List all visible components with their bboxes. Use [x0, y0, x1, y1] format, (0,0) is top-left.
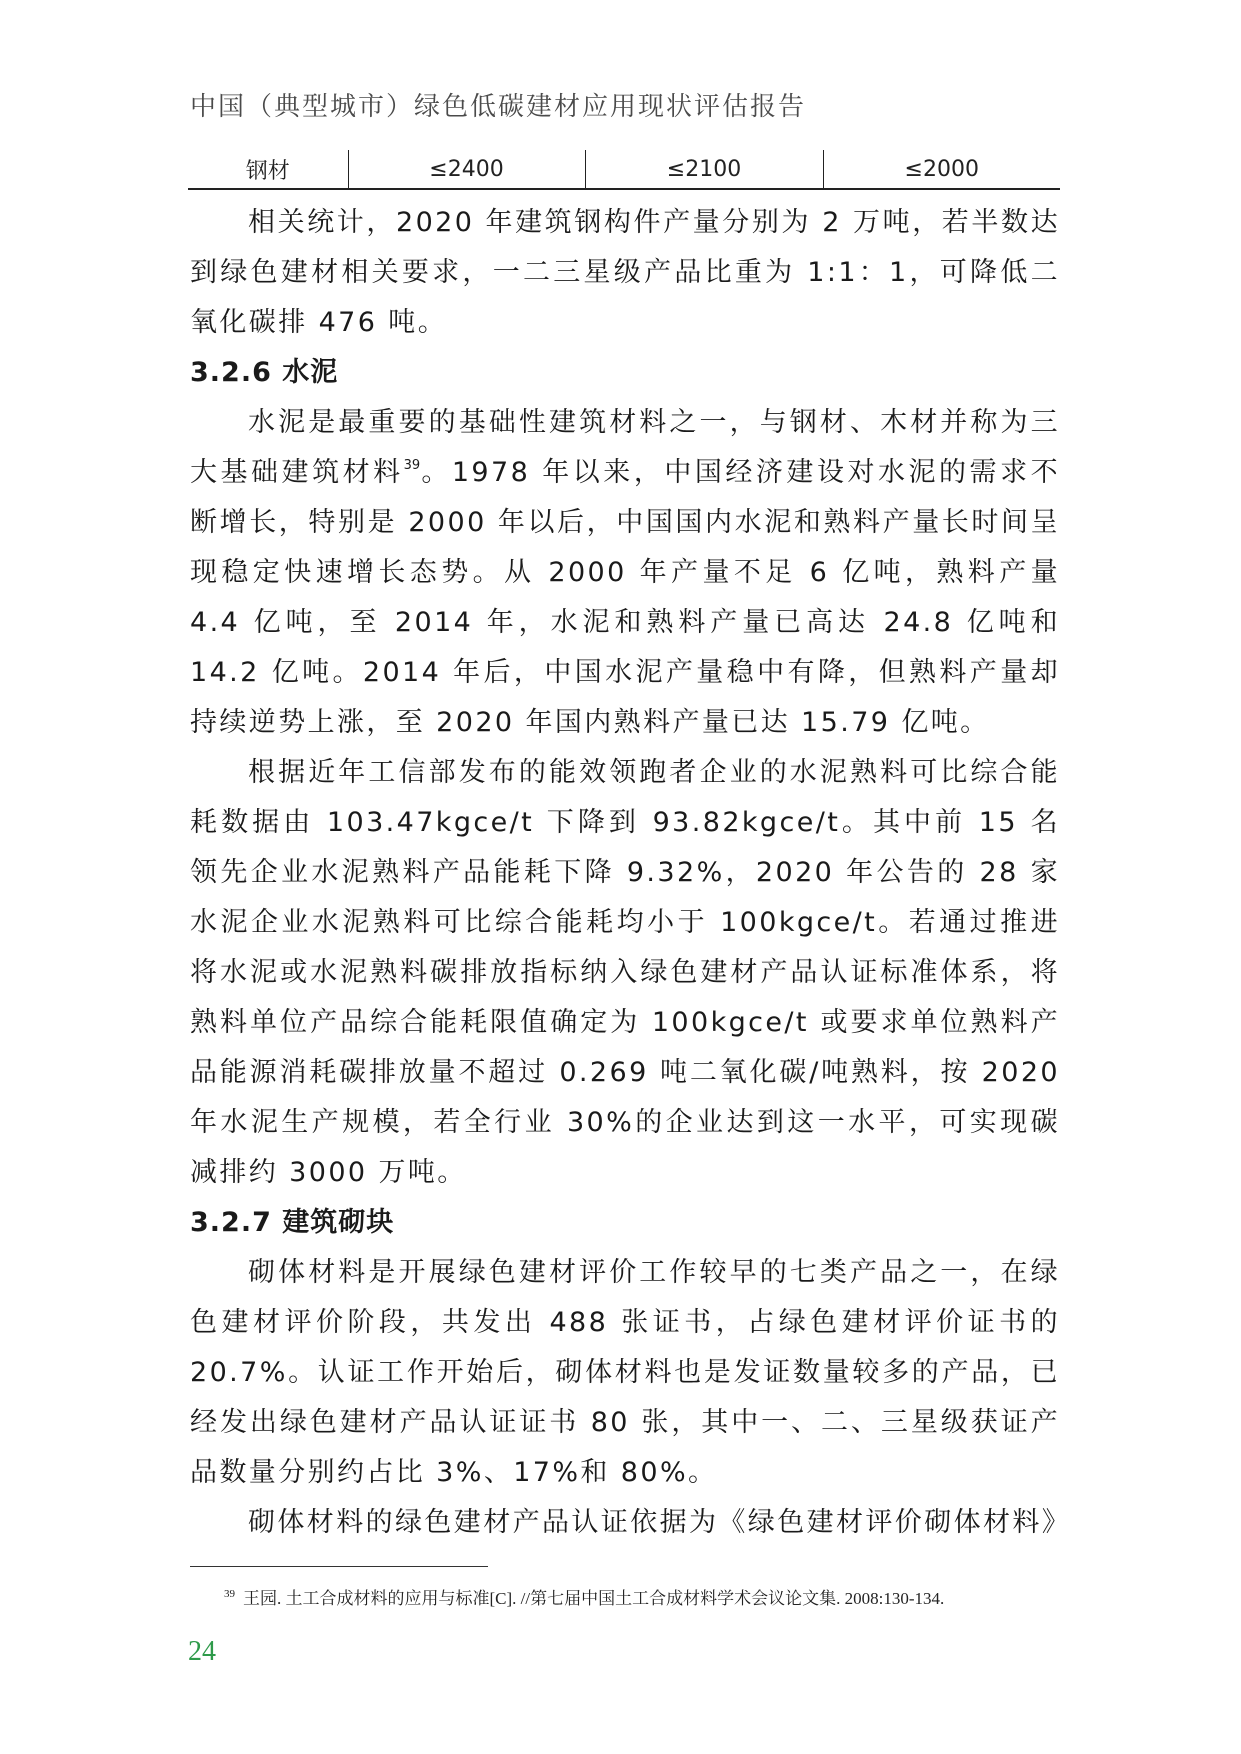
- page-header: 中国（典型城市）绿色低碳建材应用现状评估报告: [190, 92, 807, 122]
- paragraph-cement-energy: 根据近年工信部发布的能效领跑者企业的水泥熟料可比综合能耗数据由 103.47kgce/t 下降到 93.82kgce/t。其中前 15 名领先企业水泥熟料产品能耗下降 9.32%，2020 年公告的 28 家水泥企业水泥熟料可比综合能耗均小于 100kgce/t。若通过推进将水泥或水泥熟料碳排放指标纳入绿色建材产品认证标准体系，将熟料单位产品综合能耗限值确定为 100kgce/t 或要求单位熟料产品能源消耗碳排放量不超过 0.269 吨二氧化碳/吨熟料，按 2020 年水泥生产规模，若全行业 30%的企业达到这一水平，可实现碳减排约 3000 万吨。: [190, 757, 1060, 1188]
- paragraph-blocks-basis: 砌体材料的绿色建材产品认证依据为《绿色建材评价砌体材料》: [248, 1507, 1072, 1538]
- paragraph-blocks-certificates: 砌体材料是开展绿色建材评价工作较早的七类产品之一，在绿色建材评价阶段，共发出 488 张证书，占绿色建材评价证书的 20.7%。认证工作开始后，砌体材料也是发证数量较多的产品，已经发出绿色建材产品认证证书 80 张，其中一、二、三星级获证产品数量分别约占比 3%、17%和 80%。: [190, 1257, 1060, 1488]
- footnote: [224, 1584, 944, 1609]
- page-number: 24: [188, 1636, 216, 1667]
- table-cell-value: ≤2400: [348, 150, 585, 189]
- paragraph-text: 水泥是最重要的基础性建筑材料之一，与钢材、木材并称为三大基础建筑材料: [190, 407, 1060, 488]
- section-heading-blocks: 3.2.7 建筑砌块: [190, 1207, 395, 1238]
- table-cell-material: 钢材: [188, 150, 348, 189]
- paragraph-cement-intro: [190, 398, 1060, 748]
- body-content: [190, 198, 1072, 1548]
- paragraph-steel-stats: 相关统计，2020 年建筑钢构件产量分别为 2 万吨，若半数达到绿色建材相关要求，一二三星级产品比重为 1:1：1，可降低二氧化碳排 476 吨。: [190, 207, 1060, 338]
- footnote-text: 王园. 土工合成材料的应用与标准[C]. //第七届中国土工合成材料学术会议论文集. 2008:130-134.: [243, 1589, 945, 1608]
- footnote-divider: [190, 1566, 488, 1567]
- table-cell-value: ≤2000: [823, 150, 1060, 189]
- footnote-reference[interactable]: 39: [403, 458, 421, 473]
- steel-spec-table: [188, 150, 1060, 190]
- table-row: [188, 150, 1060, 189]
- paragraph-text: 。1978 年以来，中国经济建设对水泥的需求不断增长，特别是 2000 年以后，中国国内水泥和熟料产量长时间呈现稳定快速增长态势。从 2000 年产量不足 6 亿吨，熟料产量 4.4 亿吨，至 2014 年，水泥和熟料产量已高达 24.8 亿吨和 14.2 亿吨。2014 年后，中国水泥产量稳中有降，但熟料产量却持续逆势上涨，至 2020 年国内熟料产量已达 15.79 亿吨。: [190, 457, 1060, 738]
- section-heading-cement: 3.2.6 水泥: [190, 357, 339, 388]
- table-cell-value: ≤2100: [585, 150, 823, 189]
- footnote-number: 39: [224, 1588, 235, 1600]
